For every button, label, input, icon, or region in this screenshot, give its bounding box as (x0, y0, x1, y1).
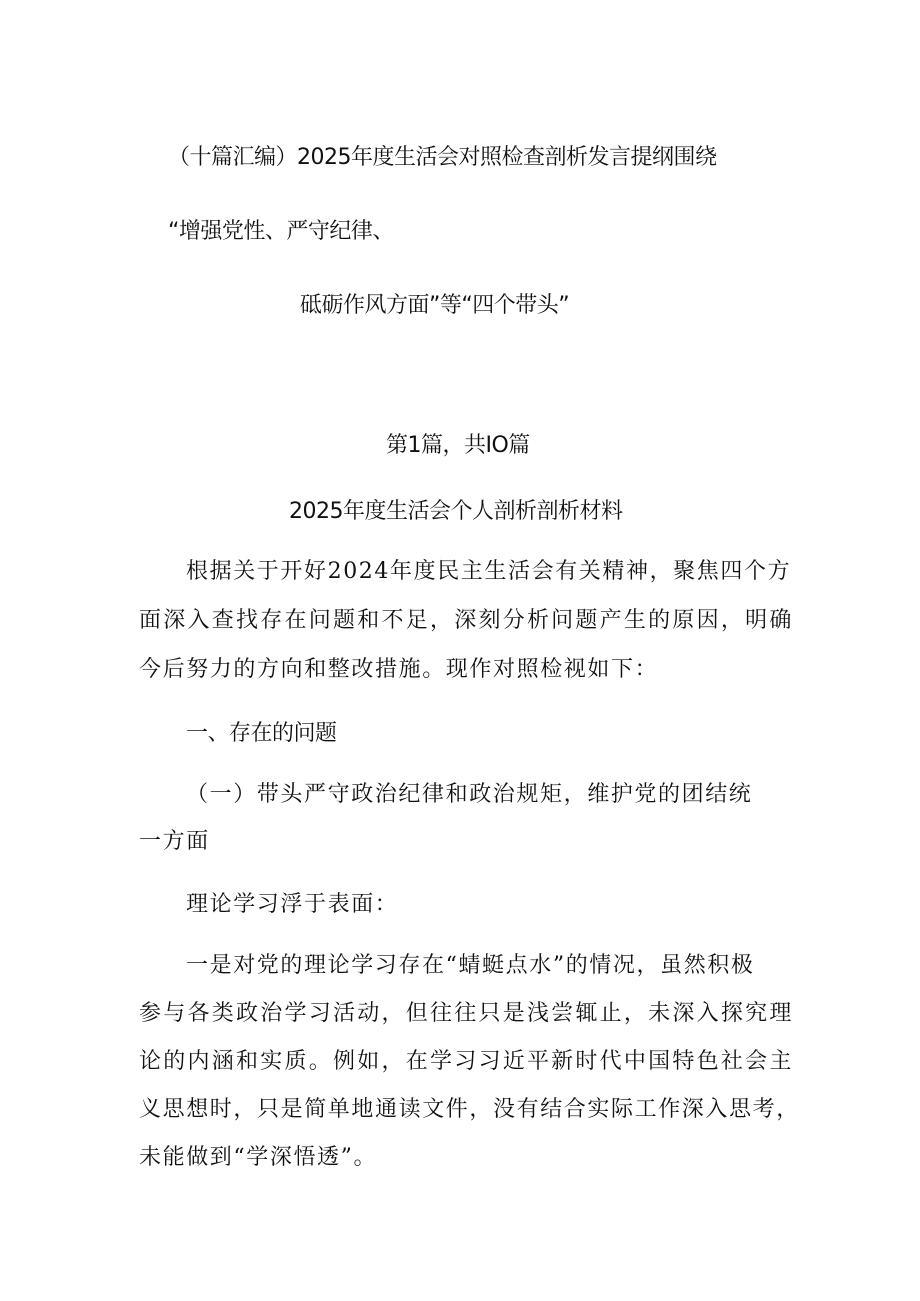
part-label: 第1篇，共IO篇 (386, 433, 530, 458)
document-title-line-1: （十篇汇编）2025年度生活会对照检查剖析发言提纲围绕 (168, 145, 717, 170)
paragraph-line-2: 参与各类政治学习活动，但往往只是浅尝辄止，未深入探究理 (139, 1001, 793, 1026)
subsection-line-1: （一）带头严守政治纪律和政治规矩，维护党的团结统 (186, 782, 753, 807)
intro-line-3: 今后努力的方向和整改措施。现作对照检视如下： (139, 657, 659, 682)
subsection-line-2: 一方面 (139, 829, 210, 854)
intro-line-2: 面深入查找存在问题和不足，深刻分析问题产生的原因，明确 (139, 608, 793, 633)
section-heading: 一、存在的问题 (186, 721, 337, 746)
document-subtitle: 2025年度生活会个人剖析剖析材料 (289, 499, 623, 524)
document-title-line-2: “增强党性、严守纪律、 (168, 219, 394, 244)
paragraph-line-1: 一是对党的理论学习存在“蜻蜓点水”的情况，虽然积极 (186, 953, 755, 978)
topic-heading: 理论学习浮于表面： (186, 892, 399, 917)
document-title-line-3: 砥砺作风方面”等“四个带头” (300, 293, 570, 318)
intro-line-1: 根据关于开好2024年度民主生活会有关精神，聚焦四个方 (186, 559, 792, 584)
paragraph-line-5: 未能做到“学深悟透”。 (139, 1145, 378, 1170)
paragraph-line-3: 论的内涵和实质。例如，在学习习近平新时代中国特色社会主 (139, 1049, 793, 1074)
paragraph-line-4: 义思想时，只是简单地通读文件，没有结合实际工作深入思考， (139, 1097, 800, 1122)
